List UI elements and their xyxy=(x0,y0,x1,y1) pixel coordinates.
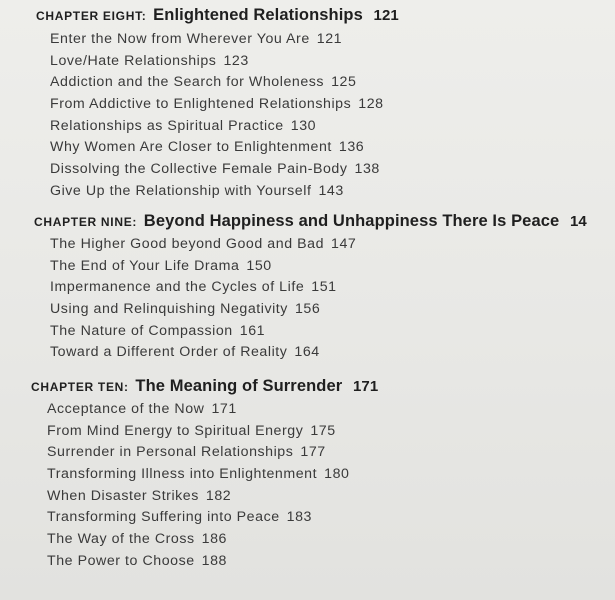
chapter-heading xyxy=(36,6,399,25)
section-entry xyxy=(50,256,587,278)
section-page-number: 183 xyxy=(286,509,312,526)
section-page-number: 130 xyxy=(290,117,317,134)
section-page-number: 128 xyxy=(358,96,384,113)
section-entry xyxy=(47,507,378,529)
section-title: The Higher Good beyond Good and Bad xyxy=(50,236,325,252)
section-title: Surrender in Personal Relationships xyxy=(47,444,294,461)
section-list xyxy=(50,29,399,203)
section-page-number: 164 xyxy=(294,344,320,361)
section-entry xyxy=(50,29,399,51)
section-title: Why Women Are Closer to Enlightenment xyxy=(50,139,332,156)
section-entry xyxy=(50,159,399,181)
section-page-number: 180 xyxy=(324,466,350,483)
section-page-number: 123 xyxy=(223,52,249,69)
section-title: The Nature of Compassion xyxy=(50,322,233,339)
section-list xyxy=(47,399,378,573)
section-title: The Power to Choose xyxy=(47,552,195,569)
section-page-number: 175 xyxy=(310,422,336,439)
section-title: Dissolving the Collective Female Pain-Body xyxy=(50,161,348,178)
section-page-number: 171 xyxy=(211,401,237,417)
section-entry xyxy=(50,51,399,73)
section-entry xyxy=(50,181,399,203)
section-entry xyxy=(50,321,587,343)
section-title: Love/Hate Relationships xyxy=(50,52,217,69)
chapter-page-number: 14 xyxy=(569,213,587,230)
section-page-number: 143 xyxy=(318,182,344,199)
section-title: Using and Relinquishing Negativity xyxy=(50,301,288,318)
section-title: Relationships as Spiritual Practice xyxy=(50,117,284,134)
section-title: Transforming Illness into Enlightenment xyxy=(47,466,318,483)
section-entry xyxy=(47,551,378,573)
section-title: Impermanence and the Cycles of Life xyxy=(50,279,305,296)
section-page-number: 151 xyxy=(311,279,337,296)
section-entry xyxy=(50,342,587,364)
section-page-number: 188 xyxy=(201,552,227,569)
section-page-number: 125 xyxy=(331,74,357,91)
chapter-label: CHAPTER NINE: xyxy=(34,215,138,229)
section-entry xyxy=(50,116,399,138)
section-list xyxy=(50,234,587,364)
chapter-title: Beyond Happiness and Unhappiness There Is Peace xyxy=(143,212,560,230)
section-title: The Way of the Cross xyxy=(47,531,195,548)
section-title: Transforming Suffering into Peace xyxy=(47,509,280,526)
section-title: From Mind Energy to Spiritual Energy xyxy=(47,422,304,439)
chapter-ten xyxy=(31,377,378,573)
section-entry xyxy=(47,464,378,486)
chapter-nine xyxy=(34,212,587,364)
section-title: Acceptance of the Now xyxy=(47,401,205,417)
chapter-page-number: 171 xyxy=(352,378,379,395)
section-title: Give Up the Relationship with Yourself xyxy=(50,182,312,199)
chapter-page-number: 121 xyxy=(373,7,399,24)
section-entry xyxy=(47,486,378,508)
section-page-number: 186 xyxy=(201,531,227,548)
section-title: From Addictive to Enlightened Relationships xyxy=(50,96,352,113)
section-entry xyxy=(47,399,378,421)
section-entry xyxy=(50,277,587,299)
chapter-title: The Meaning of Surrender xyxy=(135,377,343,395)
section-page-number: 161 xyxy=(239,322,266,339)
section-page-number: 156 xyxy=(294,301,321,318)
chapter-label: CHAPTER EIGHT: xyxy=(36,9,147,23)
section-page-number: 121 xyxy=(316,31,343,47)
section-page-number: 150 xyxy=(246,257,272,274)
section-title: Enter the Now from Wherever You Are xyxy=(50,31,310,47)
section-entry xyxy=(50,137,399,159)
section-title: The End of Your Life Drama xyxy=(50,257,240,274)
section-entry xyxy=(50,72,399,94)
chapter-label: CHAPTER TEN: xyxy=(31,380,129,394)
section-page-number: 177 xyxy=(300,444,326,461)
section-entry xyxy=(50,94,399,116)
section-entry xyxy=(47,442,378,464)
section-page-number: 182 xyxy=(205,487,232,504)
chapter-eight xyxy=(36,6,399,203)
section-page-number: 147 xyxy=(331,236,357,252)
section-page-number: 136 xyxy=(338,139,365,156)
chapter-title: Enlightened Relationships xyxy=(153,6,363,24)
section-entry xyxy=(50,234,587,256)
section-page-number: 138 xyxy=(354,161,380,178)
chapter-heading xyxy=(34,212,587,231)
section-entry xyxy=(47,529,378,551)
chapter-heading xyxy=(31,377,378,396)
section-entry xyxy=(47,421,378,443)
section-entry xyxy=(50,299,587,321)
section-title: When Disaster Strikes xyxy=(47,487,199,504)
section-title: Addiction and the Search for Wholeness xyxy=(50,74,325,91)
section-title: Toward a Different Order of Reality xyxy=(50,344,288,361)
